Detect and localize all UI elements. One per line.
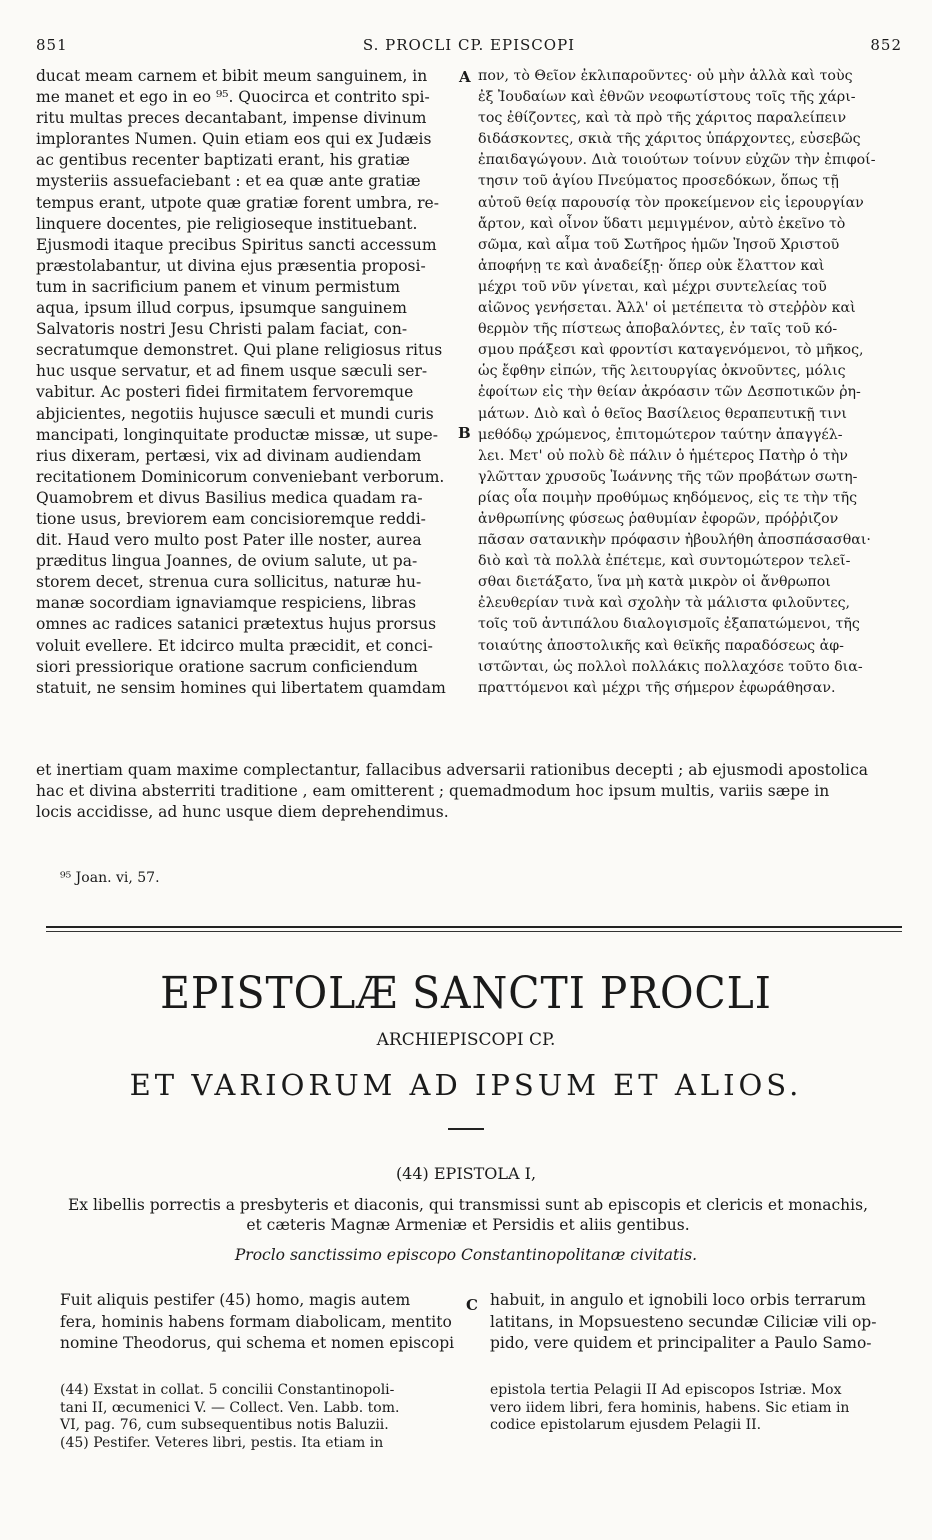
full-width-line: locis accidisse, ad hunc usque diem deprehendimus. [36,803,449,822]
latin-line: mysteriis assuefaciebant : et ea quæ ante gratiæ [36,172,421,191]
latin-line: aqua, ipsum illud corpus, ipsumque sanguinem [36,299,407,318]
latin-line: secratumque demonstret. Qui plane religiosus ritus [36,341,443,360]
footnote-left-line: (45) Pestifer. Veteres libri, pestis. Ita etiam in [60,1434,384,1451]
latin-column [36,66,460,699]
body-left-line: nomine Theodorus, qui schema et nomen episcopi [60,1334,455,1352]
greek-line: πον, τὸ Θεῖον ἐκλιπαροῦντες· οὐ μὴν ἀλλὰ καὶ τοὺς [478,68,853,84]
full-width-line: et inertiam quam maxime complectantur, fallacibus adversarii rationibus decepti ; ab ejusmodi apostolica [36,761,868,779]
footnote-left-line: (44) Exstat in collat. 5 concilii Constantinopoli- [60,1382,395,1398]
greek-line: ιστῶνται, ὡς πολλοὶ πολλάκις πολλαχόσε τοῦτο δια- [478,658,863,675]
footnotes-right [490,1382,902,1435]
greek-line: ἀποφήνῃ τε καὶ ἀναδείξῃ· ὅπερ οὐκ ἔλαττον καὶ [478,257,825,274]
greek-line: ἄρτον, καὶ οἶνον ὕδατι μεμιγμένον, αὐτὸ ἐκεῖνο τὸ [478,215,846,232]
epistle-sub-line: Ex libellis porrectis a presbyteris et diaconis, qui transmissi sunt ab episcopis et clericis et monachis, [67,1196,868,1214]
body-right-column [490,1290,902,1355]
margin-letter-c: C [466,1296,478,1314]
latin-line: huc usque servatur, et ad finem usque sæculi ser- [36,362,428,381]
latin-line: omnes ac radices satanici prætextus hujus prorsus [36,615,437,634]
latin-line: linquere docentes, pie religioseque instituebant. [36,214,418,233]
latin-line: ducat meam carnem et bibit meum sanguinem, in [36,67,428,85]
section-title: EPISTOLÆ SANCTI PROCLI [160,968,772,1019]
latin-line: Salvatoris nostri Jesu Christi palam faciat, con- [36,320,408,339]
margin-letter-a: A [459,68,471,86]
running-header [36,36,902,60]
greek-line: ἀνθρωπίνης φύσεως ῥαθυμίαν ἐφορῶν, πρόῤῥιζον [478,510,839,527]
epistle-sub-line: et cæteris Magnæ Armeniæ et Persidis et aliis gentibus. [246,1216,690,1234]
latin-line: voluit evellere. Et idcirco multa præcidit, et conci- [36,636,433,655]
greek-line: διδάσκοντες, σκιὰ τῆς χάριτος ὑπάρχοντες, εὐσεβῶς [478,131,861,148]
body-left-line: Fuit aliquis pestifer (45) homo, magis autem [60,1291,411,1309]
latin-line: manæ socordiam ignaviamque respiciens, libras [36,594,417,613]
footnote-right-line: codice epistolarum ejusdem Pelagii II. [490,1417,762,1433]
running-title: S. PROCLI CP. EPISCOPI [362,36,576,54]
latin-line: dit. Haud vero multo post Pater ille noster, aurea [36,531,422,550]
footnote-left-line: VI, pag. 76, cum subsequentibus notis Baluzii. [60,1417,389,1433]
body-left-line: fera, hominis habens formam diabolicam, mentito [60,1312,452,1331]
latin-line: tum in sacrificium panem et vinum permistum [36,277,401,296]
greek-line: μάτων. Διὸ καὶ ὁ θεῖος Βασίλειος θεραπευτικῇ τινι [478,405,847,422]
latin-line: præditus lingua Joannes, de ovium salute, ut pa- [36,552,418,571]
latin-line: ac gentibus recenter baptizati erant, his gratiæ [36,151,410,170]
body-right-line: habuit, in angulo et ignobili loco orbis terrarum [490,1291,866,1309]
body-right-line: latitans, in Mopsuesteno secundæ Ciliciæ vili op- [490,1312,877,1331]
latin-line: mancipati, longinquitate productæ missæ, ut supe- [36,425,438,444]
page-number-left: 851 [36,36,68,54]
section-divider-thin [46,931,902,932]
footnotes-left [60,1382,472,1452]
footnote-left-line: tani II, œcumenici V. — Collect. Ven. Labb. tom. [60,1399,400,1416]
latin-line: implorantes Numen. Quin etiam eos qui ex Judæis [36,130,432,149]
epistle-heading: (44) EPISTOLA I, [395,1164,537,1183]
epistle-address: Proclo sanctissimo episcopo Constantinopolitanæ civitatis. [234,1246,698,1264]
greek-line: πραττόμενοι καὶ μέχρι τῆς σήμερον ἐφωράθησαν. [478,679,836,696]
latin-line: recitationem Dominicorum conveniebant verborum. [36,467,445,486]
latin-line: abjicientes, negotiis hujusce sæculi et mundi curis [36,404,434,423]
full-width-paragraph [36,760,902,823]
section-subtitle: ARCHIEPISCOPI CP. [376,1030,556,1050]
latin-line: statuit, ne sensim homines qui libertatem quamdam [36,678,446,697]
greek-line: σῶμα, καὶ αἷμα τοῦ Σωτῆρος ἡμῶν Ἰησοῦ Χριστοῦ [478,236,840,253]
latin-line: tempus erant, utpote quæ gratiæ forent umbra, re- [36,193,439,212]
latin-line: præstolabantur, ut divina ejus præsentia proposi- [36,256,426,275]
latin-line: rius dixeram, pertæsi, vix ad divinam audiendam [36,446,422,465]
latin-line: tione usus, breviorem eam concisioremque reddi- [36,509,426,528]
greek-line: πᾶσαν σατανικὴν πρόφασιν ἠβουλήθη ἀποσπάσασθαι· [478,532,871,549]
greek-line: μεθόδῳ χρώμενος, ἐπιτομώτερον ταύτην ἀπαγγέλ- [478,426,843,443]
greek-line: μέχρι τοῦ νῦν γίνεται, καὶ μέχρι συντελείας τοῦ [478,278,827,295]
greek-line: διὸ καὶ τὰ πολλὰ ἐπέτεμε, καὶ συντομώτερον τελεῖ- [478,553,851,570]
greek-line: ἐλευθερίαν τινὰ καὶ σχολὴν τὰ μάλιστα φιλοῦντες, [478,595,851,612]
greek-line: σθαι διετάξατο, ἵνα μὴ κατὰ μικρὸν οἱ ἄνθρωποι [478,574,831,591]
greek-line: σμου πράξεσι καὶ φροντίσι καταγενόμενοι, τὸ μῆκος, [478,342,864,359]
section-title-line2: ET VARIORUM AD IPSUM ET ALIOS. [129,1068,803,1102]
page-number-right: 852 [870,36,902,54]
epistle-subheading [40,1195,896,1235]
latin-line: Ejusmodi itaque precibus Spiritus sancti accessum [36,235,437,254]
margin-letter-b: B [458,424,471,442]
greek-line: θερμὸν τῆς πίστεως ἀποβαλόντες, ἐν ταῖς τοῦ κό- [478,321,838,338]
footnote-right-line: epistola tertia Pelagii II Ad episcopos Istriæ. Mox [490,1382,842,1398]
greek-line: τοιαύτης ἀποστολικῆς καὶ θεϊκῆς παραδόσεως ἀφ- [478,637,844,654]
body-right-line: pido, vere quidem et principaliter a Paulo Samo- [490,1334,872,1352]
title-dash [448,1128,484,1130]
greek-line: τοῖς τοῦ ἀντιπάλου διαλογισμοῖς ἐξαπατώμενοι, τῆς [478,616,860,633]
footnote-95: ⁹⁵ Joan. vi, 57. [60,870,160,886]
greek-line: ὡς ἔφθην εἰπών, τῆς λειτουργίας ὀκνοῦντες, μόλις [478,363,846,380]
greek-line: αὐτοῦ θείᾳ παρουσίᾳ τὸν προκείμενον εἰς ἱερουργίαν [478,194,864,211]
greek-line: αἰῶνος γενήσεται. Ἀλλ' οἱ μετέπειτα τὸ στεῤῥὸν καὶ [478,300,856,317]
latin-line: siori pressiorique oratione sacrum conficiendum [36,657,418,676]
section-divider-thick [46,926,902,928]
latin-line: storem decet, strenua cura sollicitus, naturæ hu- [36,573,422,592]
latin-line: Quamobrem et divus Basilius medica quadam ra- [36,488,423,507]
latin-line: ritu multas preces decantabant, impense divinum [36,109,427,128]
greek-line: ἐξ Ἰουδαίων καὶ ἐθνῶν νεοφωτίστους τοῖς τῆς χάρι- [478,89,856,106]
footnote-right-line: vero iidem libri, fera hominis, habens. Sic etiam in [490,1399,850,1416]
greek-line: τος ἐθίζοντες, καὶ τὰ πρὸ τῆς χάριτος παραλείπειν [478,110,847,127]
body-left-column [60,1290,460,1355]
greek-line: γλῶτταν χρυσοῦς Ἰωάννης τῆς τῶν προβάτων σωτη- [478,468,858,485]
greek-line: ἐφοίτων εἰς τὴν θείαν ἀκρόασιν τῶν Δεσποτικῶν ῥη- [478,384,861,401]
greek-line: λει. Μετ' οὐ πολὺ δὲ πάλιν ὁ ἡμέτερος Πατὴρ ὁ τὴν [478,447,848,464]
greek-line: ρίας οἷα ποιμὴν προθύμως κηδόμενος, εἰς τε τὴν τῆς [478,489,858,506]
greek-column [478,66,902,699]
latin-line: me manet et ego in eo ⁹⁵. Quocirca et contrito spi- [36,88,430,107]
latin-line: vabitur. Ac posteri fidei firmitatem fervoremque [36,383,414,402]
greek-line: ἐπαιδαγώγουν. Διὰ τοιούτων τοίνυν εὐχῶν τὴν ἐπιφοί- [478,152,876,169]
greek-line: τησιν τοῦ ἁγίου Πνεύματος προσεδόκων, ὅπως τῇ [478,173,839,190]
full-width-line: hac et divina absterriti traditione , eam omitterent ; quemadmodum hoc ipsum multis, variis sæpe in [36,782,830,801]
